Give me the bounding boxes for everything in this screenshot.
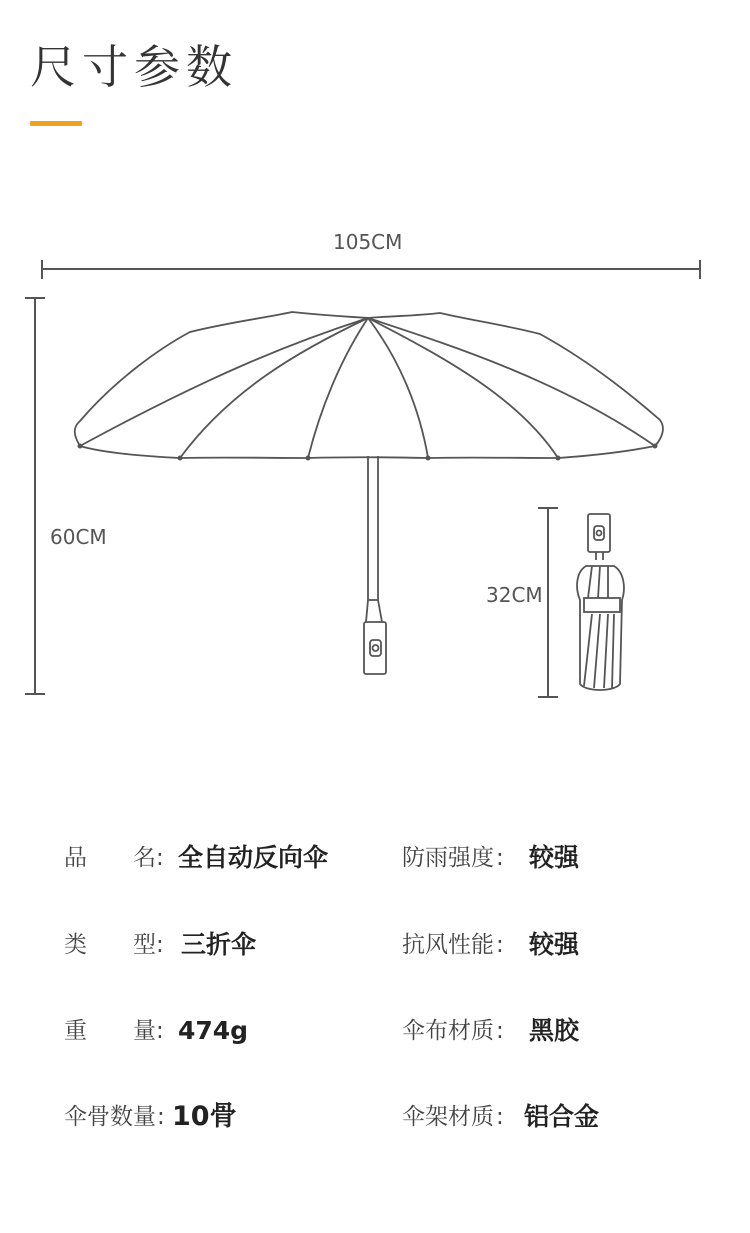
spec-key-name-1: 品 (64, 845, 87, 871)
spec-sep: : (496, 932, 504, 958)
spec-key-fabric: 伞布材质 (402, 1018, 494, 1044)
width-label: 105CM (333, 230, 403, 254)
folded-height-label: 32CM (486, 583, 543, 607)
open-umbrella-icon (75, 312, 663, 674)
spec-sep: : (156, 1018, 164, 1044)
spec-key-wind: 抗风性能 (402, 932, 494, 958)
spec-key-type-1: 类 (64, 932, 87, 958)
spec-sep: : (496, 1018, 504, 1044)
spec-sep: : (156, 845, 164, 871)
spec-sep: : (156, 932, 164, 958)
spec-row-2 (0, 925, 750, 965)
spec-value-weight: 474g (178, 1016, 249, 1045)
spec-row-3 (0, 1011, 750, 1051)
folded-umbrella-icon (577, 514, 624, 690)
spec-key-name-2: 名 (133, 845, 156, 871)
spec-row-1 (0, 838, 750, 878)
spec-key-ribs: 伞骨数量 (64, 1104, 156, 1130)
spec-value-ribs: 10骨 (172, 1101, 237, 1132)
spec-value-frame: 铝合金 (524, 1102, 600, 1131)
spec-sep: : (157, 1104, 165, 1130)
spec-value-type: 三折伞 (181, 930, 257, 959)
spec-row-4 (0, 1097, 750, 1137)
spec-key-frame: 伞架材质 (402, 1104, 494, 1130)
open-height-label: 60CM (50, 525, 107, 549)
spec-sep: : (496, 845, 504, 871)
spec-value-wind: 较强 (529, 930, 580, 959)
spec-key-type-2: 型 (133, 932, 156, 958)
spec-sep: : (496, 1104, 504, 1130)
page-title: 尺寸参数 (30, 40, 238, 94)
spec-value-fabric: 黑胶 (529, 1016, 580, 1045)
spec-value-name: 全自动反向伞 (178, 843, 329, 872)
spec-key-weight-1: 重 (64, 1018, 87, 1044)
spec-key-weight-2: 量 (133, 1018, 156, 1044)
spec-value-rain: 较强 (529, 843, 580, 872)
spec-key-rain: 防雨强度 (402, 845, 494, 871)
